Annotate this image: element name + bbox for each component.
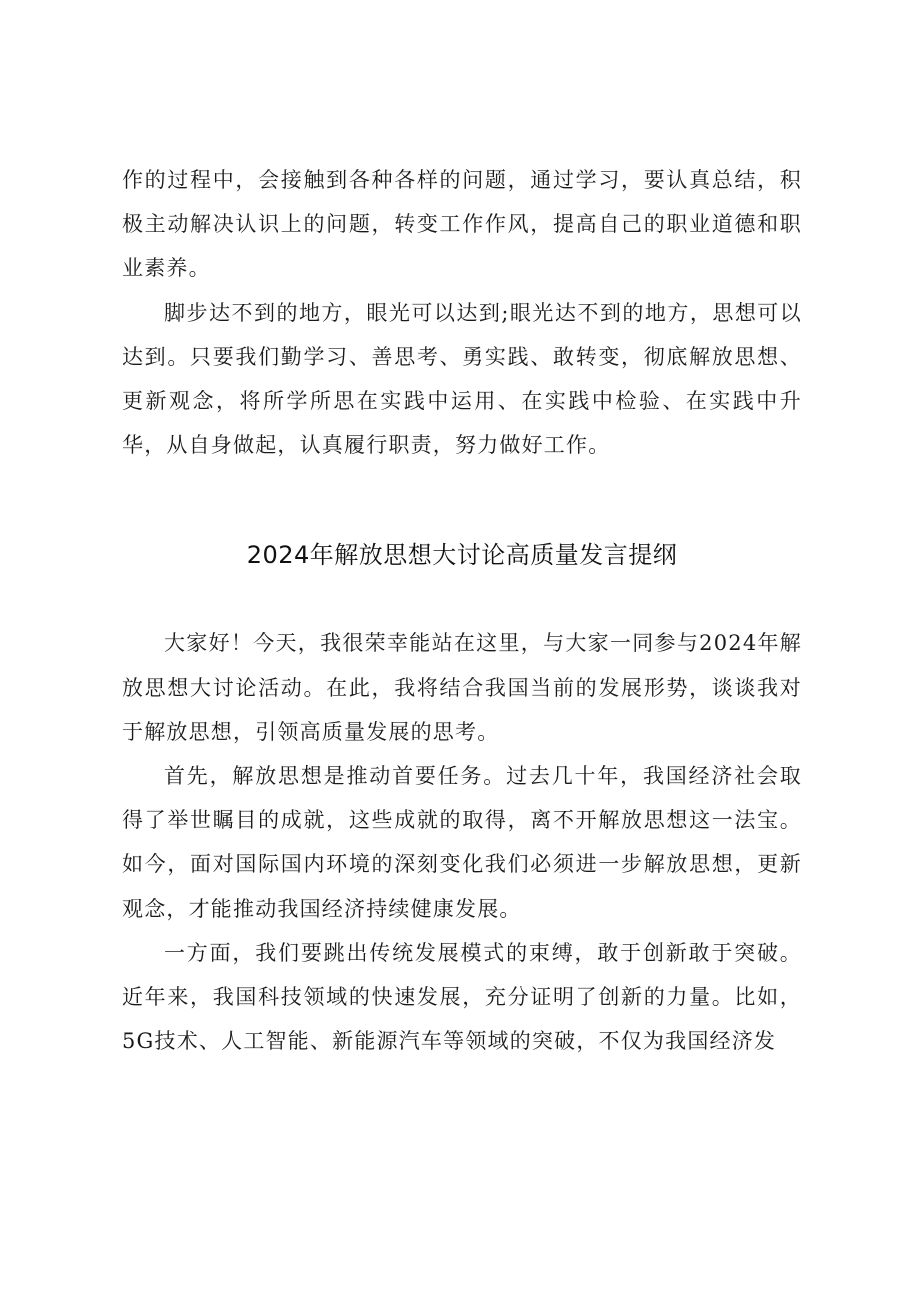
document-page <box>122 158 802 1063</box>
paragraph-first-point: 首先，解放思想是推动首要任务。过去几十年，我国经济社会取得了举世瞩目的成就，这些成就的取得，离不开解放思想这一法宝。如今，面对国际国内环境的深刻变化我们必须进一步解放思想，更新观念，才能推动我国经济持续健康发展。 <box>122 764 802 921</box>
section-title: 2024年解放思想大讨论高质量发言提纲 <box>246 541 678 570</box>
paragraph-continued: 作的过程中，会接触到各种各样的问题，通过学习，要认真总结，积极主动解决认识上的问题，转变工作作风，提高自己的职业道德和职业素养。 <box>122 168 802 281</box>
paragraph-innovation: 一方面，我们要跳出传统发展模式的束缚，敢于创新敢于突破。近年来，我国科技领域的快速发展，充分证明了创新的力量。比如，5G技术、人工智能、新能源汽车等领域的突破，不仅为我国经济发 <box>122 940 802 1054</box>
paragraph-greeting: 大家好！今天，我很荣幸能站在这里，与大家一同参与2024年解放思想大讨论活动。在此，我将结合我国当前的发展形势，谈谈我对于解放思想，引领高质量发展的思考。 <box>122 631 802 744</box>
paragraph-thought-reach: 脚步达不到的地方，眼光可以达到;眼光达不到的地方，思想可以达到。只要我们勤学习、善思考、勇实践、敢转变，彻底解放思想、更新观念，将所学所思在实践中运用、在实践中检验、在实践中升华，从自身做起，认真履行职责，努力做好工作。 <box>122 300 802 458</box>
